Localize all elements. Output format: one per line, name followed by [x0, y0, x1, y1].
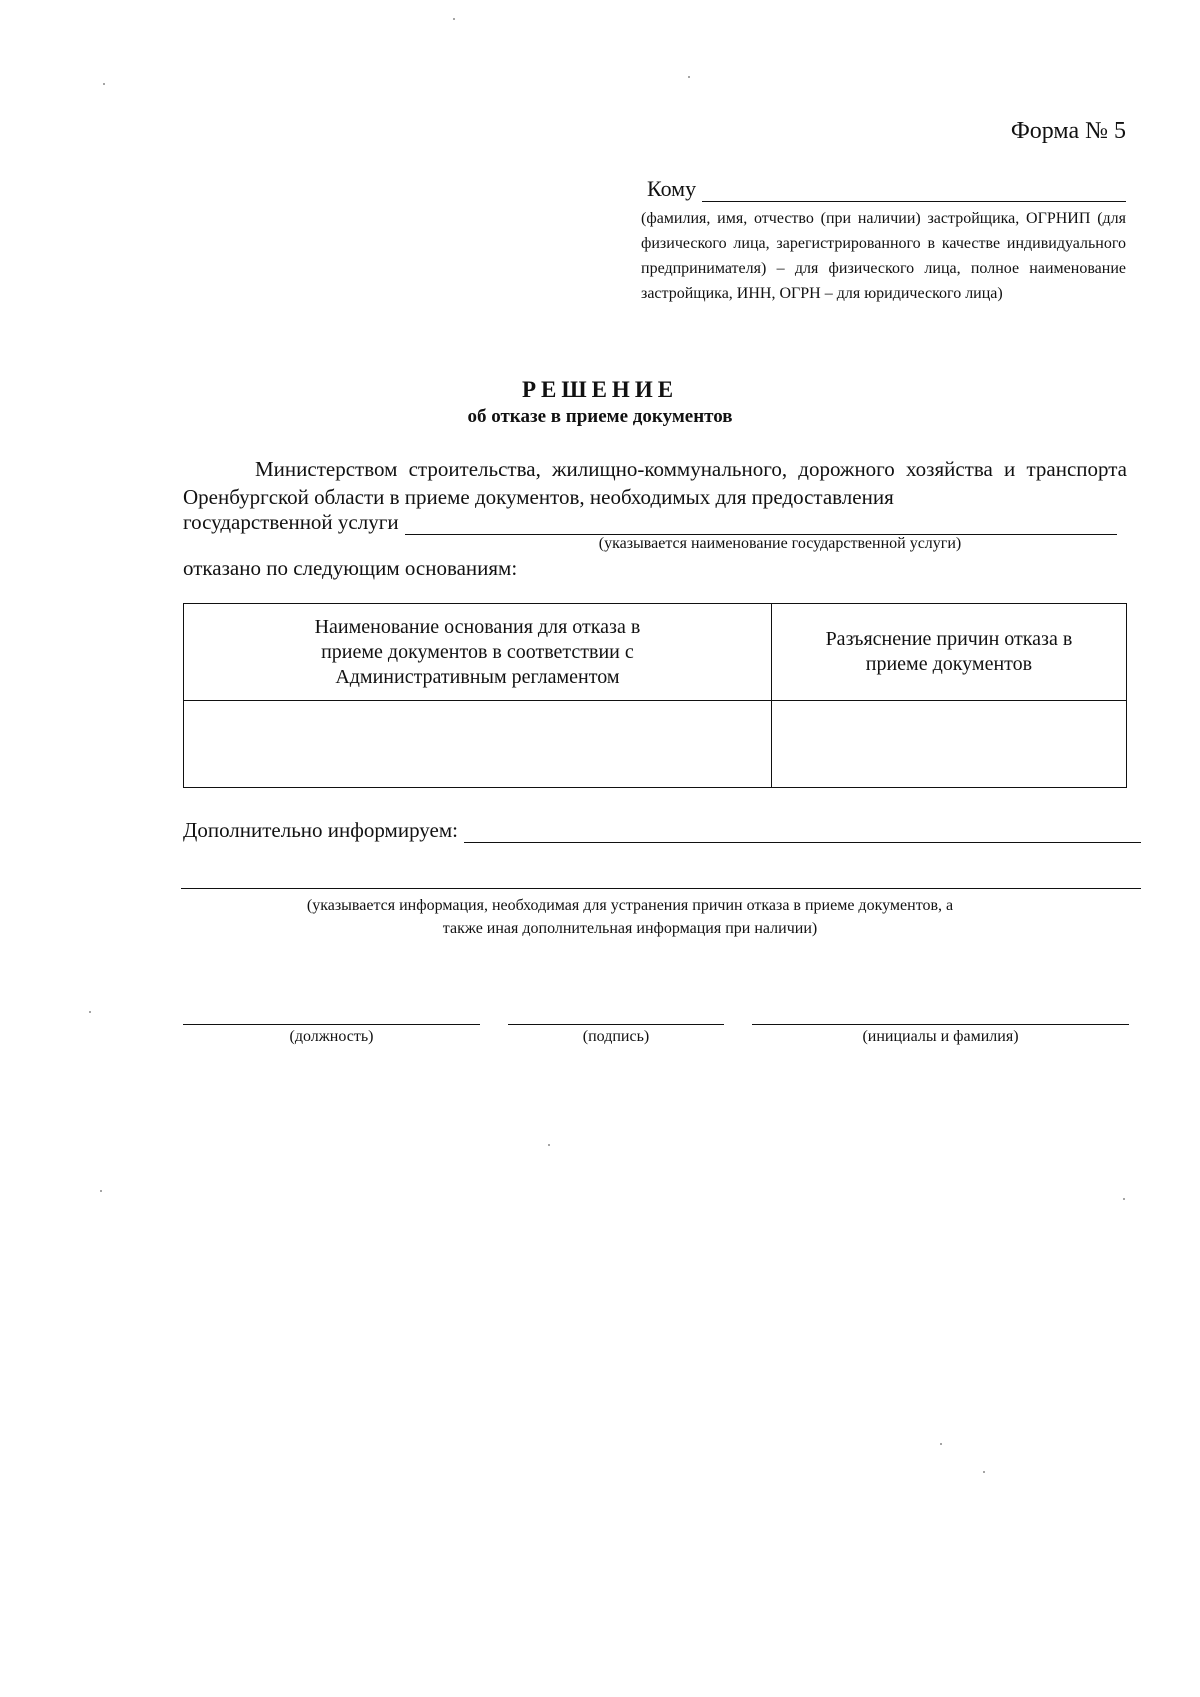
- signature-sign: (подпись): [508, 1024, 724, 1046]
- scan-speck: [100, 1190, 102, 1192]
- scan-speck: [940, 1443, 942, 1445]
- header-ground-text: Наименование основания для отказа в приеме документов в соответствии с Административным регламентом: [314, 615, 641, 688]
- scan-speck: [983, 1471, 985, 1473]
- recipient-blank-line: [702, 179, 1126, 202]
- recipient-hint: (фамилия, имя, отчество (при наличии) застройщика, ОГРНИП (для физического лица, зарегистрированного в качестве индивидуального предпринимателя) – для физического лица, полное наименование застройщика, ИНН, ОГРН – для юридического лица): [641, 210, 1126, 302]
- additional-info-field: [183, 818, 1141, 843]
- scan-speck: [688, 76, 690, 78]
- refused-text: отказано по следующим основаниям:: [183, 556, 518, 580]
- additional-info-blank-line: [464, 820, 1141, 843]
- table-header-cell: [771, 604, 1126, 701]
- additional-info-label: Дополнительно информируем:: [183, 818, 458, 842]
- service-field: [183, 510, 1117, 535]
- document-subtitle: об отказе в приеме документов: [467, 406, 733, 427]
- signature-position: (должность): [183, 1024, 480, 1046]
- grounds-table: [183, 603, 1127, 788]
- recipient-field: [647, 172, 1126, 202]
- table-header-cell: [184, 604, 772, 701]
- signature-name: (инициалы и фамилия): [752, 1024, 1129, 1046]
- additional-info-blank-line-2: [181, 888, 1141, 889]
- scan-speck: [453, 18, 455, 20]
- header-explanation-text: Разъяснение причин отказа в приеме документов: [825, 628, 1073, 675]
- scan-speck: [548, 1144, 550, 1146]
- scan-speck: [1123, 1198, 1125, 1200]
- table-row: [184, 701, 1127, 788]
- scan-speck: [89, 1011, 91, 1013]
- scan-speck: [103, 83, 105, 85]
- form-number: Форма № 5: [1010, 118, 1126, 144]
- table-cell: [184, 701, 772, 788]
- service-label: государственной услуги: [183, 510, 399, 534]
- to-label: Кому: [647, 176, 697, 201]
- service-blank-line: [405, 512, 1117, 535]
- service-hint: (указывается наименование государственной услуги): [598, 535, 962, 552]
- body-paragraph: Министерством строительства, жилищно-коммунального, дорожного хозяйства и транспорта Оренбургской области в приеме документов, необходимых для предоставления: [183, 457, 1127, 509]
- additional-info-hint: (указывается информация, необходимая для устранения причин отказа в приеме документов, а также иная дополнительная информация при наличии): [306, 897, 954, 937]
- table-cell: [771, 701, 1126, 788]
- document-title: РЕШЕНИЕ: [521, 377, 679, 402]
- table-header-row: [184, 604, 1127, 701]
